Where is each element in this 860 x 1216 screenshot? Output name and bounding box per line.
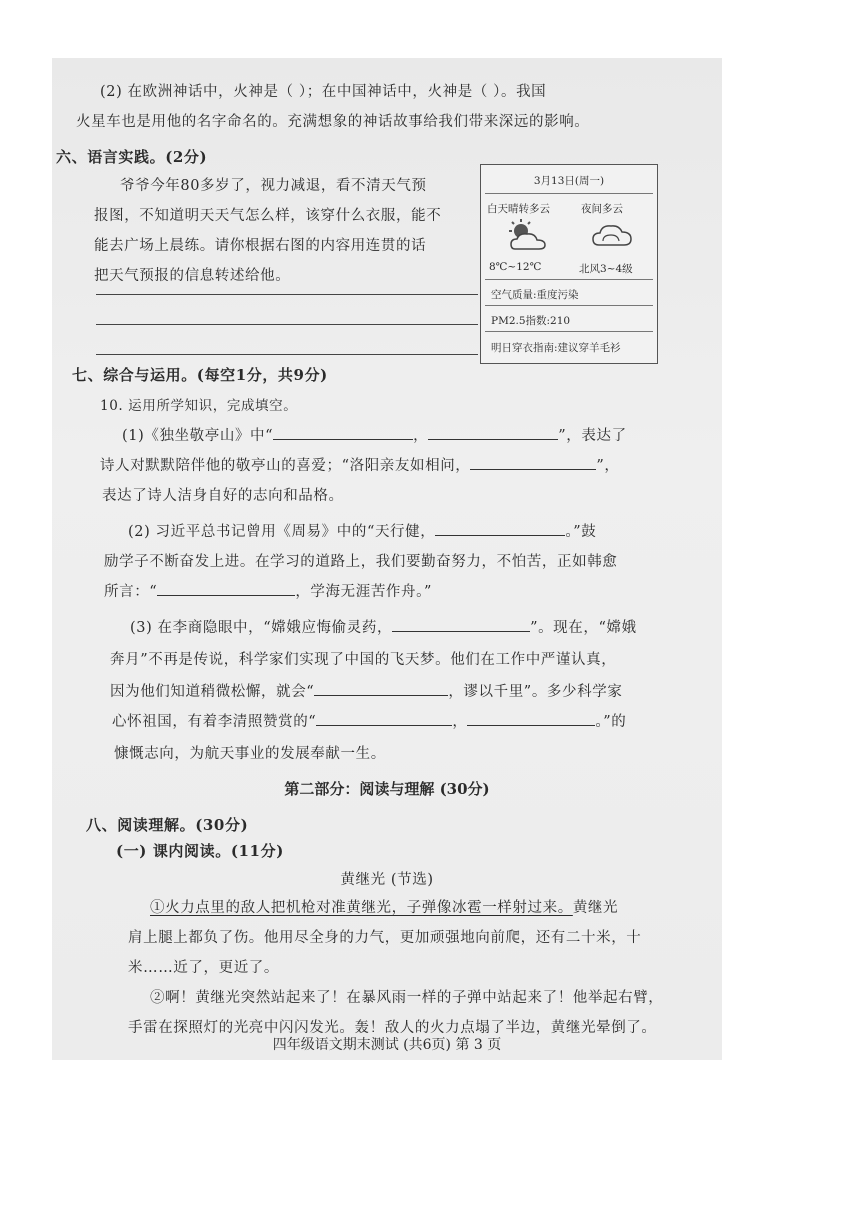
fill-blank-5[interactable] (157, 581, 295, 596)
q7-p2-line3 (104, 580, 432, 601)
q7-p2-d: 所言：“ (104, 584, 158, 600)
q7-p3-line2: 奔月”不再是传说，科学家们实现了中国的飞天梦。他们在工作中严谨认真， (110, 652, 617, 668)
q6-body-3: 能去广场上晨练。请你根据右图的内容用连贯的话 (94, 238, 427, 254)
q7-p2-a: (2) 习近平总书记曾用《周易》中的“天行健， (128, 524, 436, 540)
weather-wind: 北风3~4级 (579, 263, 633, 275)
divider (485, 279, 653, 280)
q7-p1-line1 (122, 424, 627, 445)
q7-p3-line5: 慷慨志向，为航天事业的发展奉献一生。 (114, 746, 386, 762)
fill-blank-7[interactable] (314, 681, 448, 696)
sun-cloud-icon (505, 219, 551, 253)
q8-heading: 八、阅读理解。(30分) (86, 816, 249, 834)
q7-p1-a: (1)《独坐敬亭山》中“ (122, 428, 274, 444)
weather-forecast-card (480, 164, 658, 364)
passage-p2-line1: ②啊！黄继光突然站起来了！在暴风雨一样的子弹中站起来了！他举起右臂， (150, 990, 664, 1006)
fill-blank-3[interactable] (470, 455, 596, 470)
passage-p1-line2: 肩上腿上都负了伤。他用尽全身的力气，更加顽强地向前爬，还有二十米，十 (128, 930, 642, 946)
q7-p2-e: ，学海无涯苦作舟。” (295, 584, 432, 600)
q7-p1-b: ， (413, 428, 429, 444)
q7-p1-e: ”， (596, 458, 620, 474)
fill-blank-8[interactable] (316, 711, 452, 726)
q7-p2-line2: 励学子不断奋发上进。在学习的道路上，我们要勤奋努力，不怕苦，正如韩愈 (104, 554, 618, 570)
divider (485, 305, 653, 306)
q5-line2: 火星车也是用他的名字命名的。充满想象的神话故事给我们带来深远的影响。 (76, 114, 590, 130)
q7-heading: 七、综合与运用。(每空1分，共9分) (72, 366, 328, 384)
weather-day: 白天晴转多云 (487, 203, 550, 215)
passage-p1-rest: 黄继光 (572, 900, 619, 916)
exam-page (52, 58, 722, 1060)
part2-title: 第二部分：阅读与理解 (30分) (284, 780, 490, 798)
q7-p3-line4 (112, 710, 626, 731)
q6-body-4: 把天气预报的信息转述给他。 (94, 268, 291, 284)
q7-p3-e: ，谬以千里”。多少科学家 (448, 684, 623, 700)
q6-body-2: 报图，不知道明天天气怎么样，该穿什么衣服，能不 (94, 208, 442, 224)
q7-p3-line1 (130, 616, 637, 637)
weather-pm: PM2.5指数:210 (491, 315, 571, 327)
q7-p3-h: 。”的 (595, 714, 627, 730)
fill-blank-2[interactable] (428, 425, 558, 440)
q7-p2-line1 (128, 520, 596, 541)
q6-body-1: 爷爷今年80多岁了，视力减退，看不清天气预 (120, 178, 427, 194)
q7-p2-b: 。”鼓 (565, 524, 597, 540)
weather-temp: 8℃~12℃ (489, 261, 542, 273)
underlined-sentence: ①火力点里的敌人把机枪对准黄继光，子弹像冰雹一样射过来。 (150, 900, 573, 916)
weather-air: 空气质量:重度污染 (491, 289, 579, 301)
cloud-icon (591, 219, 633, 249)
answer-line-1[interactable] (96, 294, 478, 295)
q7-p3-g: ， (452, 714, 468, 730)
answer-line-3[interactable] (96, 354, 478, 355)
q7-p3-b: ”。现在，“嫦娥 (530, 620, 637, 636)
q10-instruction: 10. 运用所学知识，完成填空。 (100, 398, 298, 414)
passage-title: 黄继光 (节选) (340, 872, 434, 888)
weather-date: 3月13日(周一) (533, 175, 605, 187)
q7-p1-line3: 表达了诗人洁身自好的志向和品格。 (102, 488, 344, 504)
passage-p1-line3: 米……近了，更近了。 (128, 960, 279, 976)
fill-blank-4[interactable] (435, 521, 565, 536)
q7-p1-line2 (100, 454, 620, 475)
q5-line1: (2) 在欧洲神话中，火神是（ ）；在中国神话中，火神是（ ）。我国 (100, 84, 547, 100)
q7-p3-f: 心怀祖国，有着李清照赞赏的“ (112, 714, 317, 730)
fill-blank-9[interactable] (467, 711, 595, 726)
q7-p3-d: 因为他们知道稍微松懈，就会“ (110, 684, 315, 700)
fill-blank-1[interactable] (273, 425, 413, 440)
page-footer: 四年级语文期末测试 (共6页) 第 3 页 (272, 1037, 502, 1053)
q8-sub-heading: (一) 课内阅读。(11分) (116, 842, 284, 860)
q7-p1-d: 诗人对默默陪伴他的敬亭山的喜爱；“洛阳亲友如相问， (100, 458, 471, 474)
weather-night: 夜间多云 (581, 203, 623, 215)
divider (485, 331, 653, 332)
q7-p3-line3 (110, 680, 622, 701)
q7-p1-c: ”，表达了 (558, 428, 627, 444)
q6-heading: 六、语言实践。(2分) (56, 148, 208, 166)
fill-blank-6[interactable] (392, 617, 530, 632)
weather-dress: 明日穿衣指南:建议穿羊毛衫 (491, 342, 621, 354)
divider (485, 193, 653, 194)
passage-p2-line2: 手雷在探照灯的光亮中闪闪发光。轰！敌人的火力点塌了半边，黄继光晕倒了。 (128, 1020, 657, 1036)
q7-p3-a: (3) 在李商隐眼中，“嫦娥应悔偷灵药， (130, 620, 393, 636)
passage-p1-line1 (150, 896, 618, 917)
answer-line-2[interactable] (96, 324, 478, 325)
